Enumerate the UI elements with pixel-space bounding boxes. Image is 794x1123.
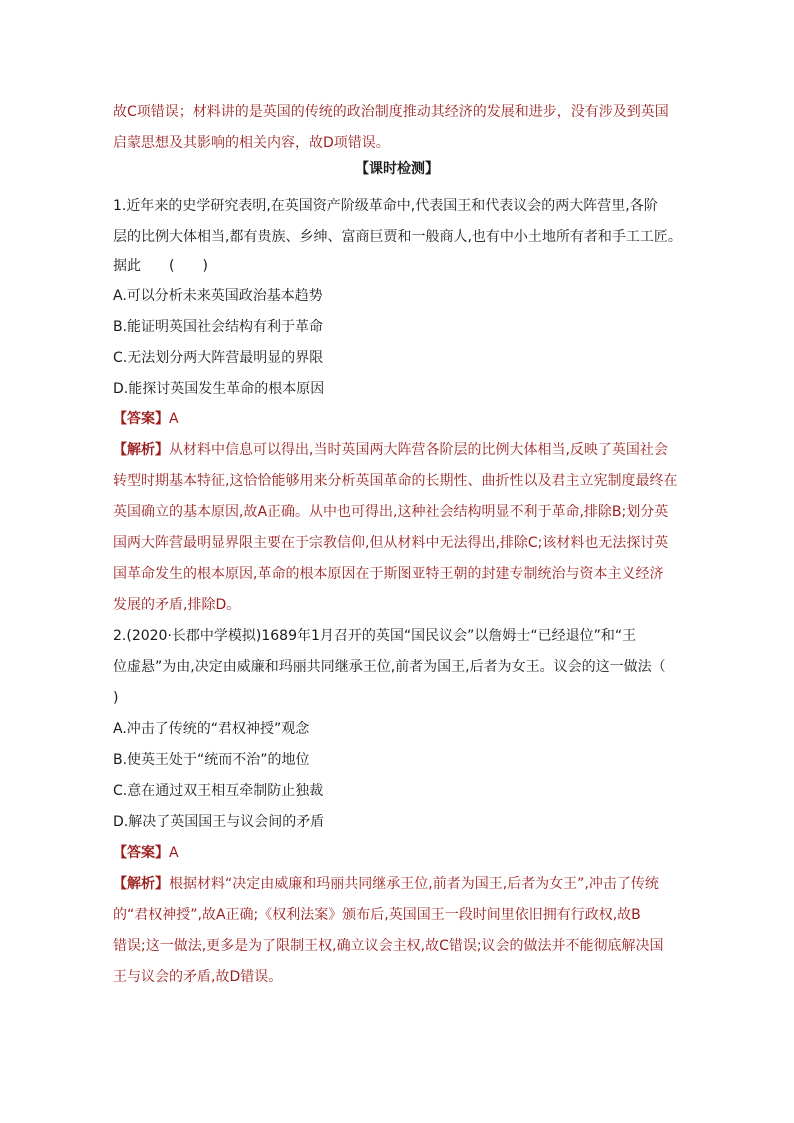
- q1-analysis-line-6: 发展的矛盾,排除D。: [113, 597, 241, 613]
- intro-line-2: 启蒙思想及其影响的相关内容，故D项错误。: [113, 135, 390, 151]
- q1-analysis-line-2: 转型时期基本特征,这恰恰能够用来分析英国革命的长期性、曲折性以及君主立宪制度最终在: [113, 473, 678, 489]
- q2-option-c: C.意在通过双王相互牵制防止独裁: [113, 783, 324, 799]
- q1-option-c: C.无法划分两大阵营最明显的界限: [113, 350, 324, 366]
- q2-analysis-line-3: 错误;这一做法,更多是为了限制王权,确立议会主权,故C错误;议会的做法并不能彻底解决国: [113, 938, 664, 954]
- q1-analysis-line-3: 英国确立的基本原因,故A正确。从中也可得出,这种社会结构明显不利于革命,排除B;划分英: [113, 504, 669, 520]
- q1-answer: [113, 409, 693, 429]
- q1-stem-line-3: 据此 ( ): [113, 258, 208, 274]
- q2-answer-label: 【答案】: [113, 845, 169, 861]
- q2-answer: [113, 843, 693, 863]
- q1-answer-value: A: [169, 411, 179, 427]
- q1-analysis-label: 【解析】: [113, 442, 169, 458]
- q1-analysis-text-1: 从材料中信息可以得出,当时英国两大阵营各阶层的比例大体相当,反映了英国社会: [169, 442, 668, 458]
- q2-stem-line-3: ): [113, 690, 119, 706]
- q1-option-d: D.能探讨英国发生革命的根本原因: [113, 381, 325, 397]
- q2-analysis-line-2: 的“君权神授”,故A正确;《权利法案》颁布后,英国国王一段时间里依旧拥有行政权,故B: [113, 907, 641, 923]
- q1-option-a: A.可以分析未来英国政治基本趋势: [113, 288, 323, 304]
- intro-line-1: 故C项错误；材料讲的是英国的传统的政治制度推动其经济的发展和进步，没有涉及到英国: [113, 104, 669, 120]
- q2-answer-value: A: [169, 845, 179, 861]
- q2-analysis-line-1: [113, 874, 693, 894]
- q2-option-a: A.冲击了传统的“君权神授”观念: [113, 721, 310, 737]
- q1-option-b: B.能证明英国社会结构有利于革命: [113, 319, 324, 335]
- q2-analysis-text-1: 根据材料“决定由威廉和玛丽共同继承王位,前者为国王,后者为女王”,冲击了传统: [169, 876, 659, 892]
- q1-stem-line-1: 1.近年来的史学研究表明,在英国资产阶级革命中,代表国王和代表议会的两大阵营里,各阶: [113, 198, 658, 214]
- q2-analysis-line-4: 王与议会的矛盾,故D错误。: [113, 969, 283, 985]
- q1-answer-label: 【答案】: [113, 411, 169, 427]
- q2-option-b: B.使英王处于“统而不治”的地位: [113, 752, 310, 768]
- q1-analysis-line-4: 国两大阵营最明显界限主要在于宗教信仰,但从材料中无法得出,排除C;该材料也无法探讨英: [113, 535, 669, 551]
- section-title: 【课时检测】: [355, 161, 439, 177]
- q1-analysis-line-1: [113, 440, 693, 460]
- q2-stem-line-1: 2.(2020·长郡中学模拟)1689年1月召开的英国“国民议会”以詹姆士“已经退位”和“王: [113, 628, 637, 644]
- q1-stem-line-2: 层的比例大体相当,都有贵族、乡绅、富商巨贾和一般商人,也有中小土地所有者和手工工匠。: [113, 229, 682, 245]
- q2-analysis-label: 【解析】: [113, 876, 169, 892]
- q1-analysis-line-5: 国革命发生的根本原因,革命的根本原因在于斯图亚特王朝的封建专制统治与资本主义经济: [113, 566, 664, 582]
- q2-stem-line-2: 位虚悬”为由,决定由威廉和玛丽共同继承王位,前者为国王,后者为女王。议会的这一做法（: [113, 659, 666, 675]
- q2-option-d: D.解决了英国国王与议会间的矛盾: [113, 814, 325, 830]
